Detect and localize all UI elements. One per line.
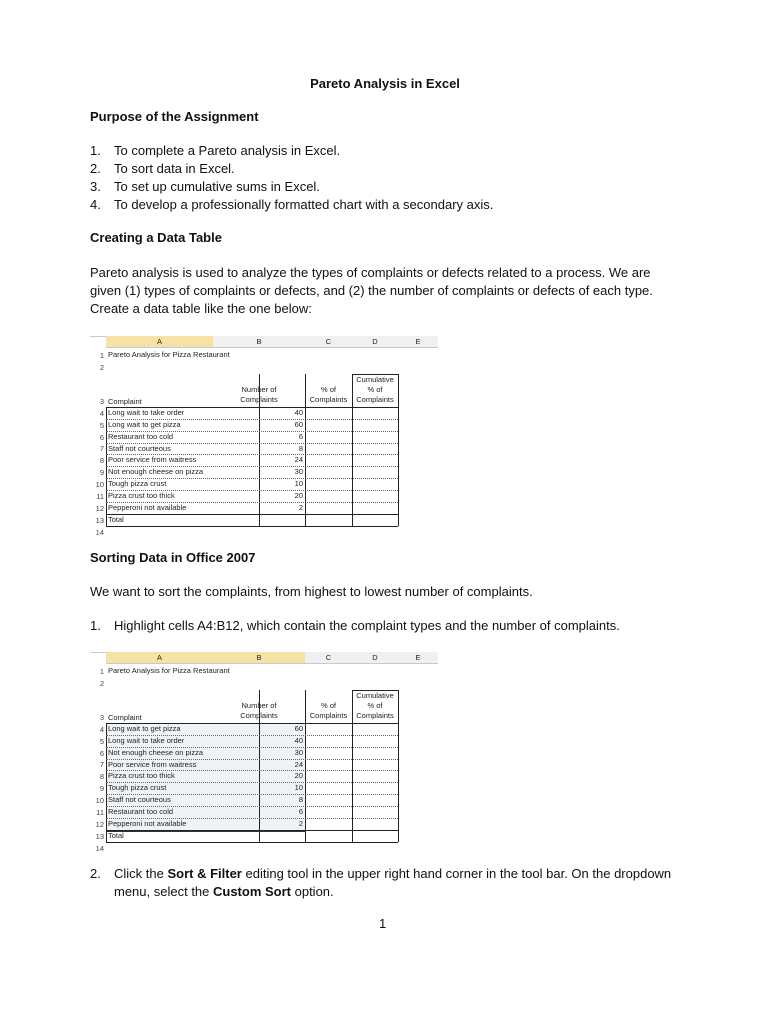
total-label-cell[interactable]: Total <box>108 514 124 524</box>
row-header[interactable]: 11 <box>96 492 104 501</box>
grid-line <box>106 759 398 760</box>
grid-line <box>106 723 398 724</box>
complaint-count-cell[interactable]: 24 <box>294 455 303 465</box>
row-header[interactable]: 8 <box>99 456 104 466</box>
purpose-heading: Purpose of the Assignment <box>90 109 259 124</box>
total-label-cell[interactable]: Total <box>108 830 124 840</box>
row-header[interactable]: 11 <box>96 808 104 817</box>
complaint-label-cell[interactable]: Pepperoni not available <box>108 503 187 512</box>
complaint-count-cell[interactable]: 2 <box>298 819 303 828</box>
complaint-count-cell[interactable]: 10 <box>294 479 303 489</box>
row-header[interactable]: 5 <box>99 420 104 430</box>
grid-line <box>398 407 399 526</box>
complaint-label-cell[interactable]: Tough pizza crust <box>108 783 167 793</box>
header-percent-complaints[interactable]: % of Complaints <box>309 700 348 720</box>
list-item: 4. To develop a professionally formatted chart with a secondary axis. <box>90 197 494 212</box>
complaint-label-cell[interactable]: Long wait to take order <box>108 407 185 417</box>
complaint-count-cell[interactable]: 30 <box>294 747 303 757</box>
row-header[interactable]: 7 <box>99 444 104 454</box>
row-header[interactable]: 5 <box>99 736 104 746</box>
column-header[interactable]: C <box>305 336 352 348</box>
complaint-label-cell[interactable]: Tough pizza crust <box>108 479 167 489</box>
grid-line <box>106 818 398 819</box>
complaint-count-cell[interactable]: 60 <box>294 723 303 733</box>
grid-line <box>259 690 260 723</box>
complaint-label-cell[interactable]: Pepperoni not available <box>108 819 187 828</box>
complaint-label-cell[interactable]: Not enough cheese on pizza <box>108 747 204 757</box>
spreadsheet-original <box>90 336 421 537</box>
grid-line <box>352 374 398 375</box>
grid-line <box>106 806 398 807</box>
grid-line <box>352 690 398 691</box>
complaint-count-cell[interactable]: 6 <box>298 431 303 441</box>
row-header[interactable]: 1 <box>99 666 104 676</box>
complaint-label-cell[interactable]: Pizza crust too thick <box>108 771 175 781</box>
creating-paragraph: Pareto analysis is used to analyze the types of complaints or defects related to a process. We are given (1) types of complaints or defects, and (2) the number of complaints or defects of each type. Create a data table like the one below: <box>90 265 653 316</box>
row-header[interactable]: 4 <box>99 408 104 418</box>
grid-line <box>106 466 398 467</box>
complaint-label-cell[interactable]: Long wait to get pizza <box>108 419 181 429</box>
step-2: 2. Click the Sort & Filter editing tool in the upper right hand corner in the tool bar. On the dropdown menu, select the Custom Sort option. <box>90 866 672 899</box>
complaint-count-cell[interactable]: 6 <box>298 807 303 817</box>
complaint-count-cell[interactable]: 24 <box>294 759 303 769</box>
complaint-label-cell[interactable]: Long wait to get pizza <box>108 723 181 733</box>
row-header[interactable]: 10 <box>95 796 104 806</box>
complaint-label-cell[interactable]: Restaurant too cold <box>108 431 174 441</box>
column-header[interactable]: E <box>398 336 438 348</box>
grid-line <box>106 419 398 420</box>
row-header[interactable]: 1 <box>99 350 104 360</box>
sorting-heading: Sorting Data in Office 2007 <box>90 550 256 565</box>
sheet-title-cell[interactable]: Pareto Analysis for Pizza Restaurant <box>108 666 230 675</box>
complaint-count-cell[interactable]: 10 <box>294 783 303 793</box>
grid-line <box>106 490 398 491</box>
grid-line <box>106 514 398 515</box>
row-header[interactable]: 13 <box>95 515 104 525</box>
complaint-label-cell[interactable]: Restaurant too cold <box>108 807 174 817</box>
complaint-label-cell[interactable]: Pizza crust too thick <box>108 491 175 501</box>
step-1: 1. Highlight cells A4:B12, which contain the complaint types and the number of complaints. <box>90 618 620 633</box>
grid-line <box>398 374 399 407</box>
row-header[interactable]: 2 <box>99 678 104 688</box>
column-header[interactable]: B <box>213 336 305 348</box>
complaint-count-cell[interactable]: 20 <box>294 491 303 501</box>
row-header[interactable]: 10 <box>95 480 104 490</box>
complaint-count-cell[interactable]: 20 <box>294 771 303 781</box>
purpose-list <box>90 142 493 214</box>
row-header[interactable]: 4 <box>99 724 104 734</box>
complaint-label-cell[interactable]: Staff not courteous <box>108 443 171 453</box>
header-complaint[interactable]: Complaint <box>108 712 142 722</box>
grid-line <box>106 407 398 408</box>
column-header[interactable]: A <box>106 336 213 348</box>
page-title: Pareto Analysis in Excel <box>310 76 460 91</box>
header-number-of-complaints[interactable]: Number of Complaints <box>240 384 278 404</box>
row-header[interactable]: 14 <box>95 527 104 537</box>
complaint-count-cell[interactable]: 60 <box>294 419 303 429</box>
row-header[interactable]: 14 <box>95 843 104 853</box>
column-header[interactable]: B <box>213 652 305 664</box>
header-cumulative-percent[interactable]: Cumulative % of Complaints <box>356 690 394 720</box>
row-header[interactable]: 13 <box>95 831 104 841</box>
row-header[interactable]: 3 <box>99 396 104 406</box>
grid-line <box>106 431 398 432</box>
grid-line <box>106 443 398 444</box>
complaint-count-cell[interactable]: 30 <box>294 467 303 477</box>
grid-line <box>305 374 306 407</box>
row-header[interactable]: 12 <box>95 819 104 829</box>
header-number-of-complaints[interactable]: Number of Complaints <box>240 700 278 720</box>
grid-line <box>106 770 398 771</box>
grid-line <box>352 690 353 723</box>
grid-line <box>106 478 398 479</box>
spreadsheet-sorted <box>90 652 421 853</box>
grid-line <box>259 374 260 407</box>
complaint-label-cell[interactable]: Not enough cheese on pizza <box>108 467 204 477</box>
list-item: 1. To complete a Pareto analysis in Excel. <box>90 143 341 158</box>
complaint-label-cell[interactable]: Poor service from waitress <box>108 759 197 769</box>
sheet-title-cell[interactable]: Pareto Analysis for Pizza Restaurant <box>108 350 230 359</box>
row-header[interactable]: 2 <box>99 362 104 372</box>
header-percent-complaints[interactable]: % of Complaints <box>309 384 348 404</box>
grid-line <box>398 723 399 842</box>
grid-line <box>106 502 398 503</box>
row-header[interactable]: 6 <box>99 432 104 442</box>
header-cumulative-percent[interactable]: Cumulative % of Complaints <box>356 374 394 404</box>
grid-line <box>106 830 398 831</box>
complaint-count-cell[interactable]: 8 <box>298 795 303 805</box>
grid-line <box>305 690 306 723</box>
row-header[interactable]: 3 <box>99 712 104 722</box>
grid-line <box>106 747 398 748</box>
row-header[interactable]: 8 <box>99 772 104 782</box>
column-header[interactable]: C <box>305 652 352 664</box>
grid-line <box>398 690 399 723</box>
complaint-count-cell[interactable]: 8 <box>298 443 303 453</box>
complaint-label-cell[interactable]: Long wait to take order <box>108 735 185 745</box>
column-header[interactable]: D <box>352 336 398 348</box>
list-item: 3. To set up cumulative sums in Excel. <box>90 179 320 194</box>
grid-line <box>106 794 398 795</box>
row-header[interactable]: 7 <box>99 760 104 770</box>
row-header[interactable]: 9 <box>99 468 104 478</box>
page-number: 1 <box>379 916 387 931</box>
grid-line <box>106 782 398 783</box>
creating-heading: Creating a Data Table <box>90 230 222 245</box>
header-complaint[interactable]: Complaint <box>108 396 142 406</box>
column-header[interactable]: D <box>352 652 398 664</box>
column-header[interactable]: A <box>106 652 213 664</box>
row-header[interactable]: 12 <box>95 503 104 513</box>
complaint-count-cell[interactable]: 2 <box>298 503 303 512</box>
row-header[interactable]: 9 <box>99 784 104 794</box>
list-item: 2. To sort data in Excel. <box>90 161 235 176</box>
column-header[interactable]: E <box>398 652 438 664</box>
row-header[interactable]: 6 <box>99 748 104 758</box>
sorting-paragraph: We want to sort the complaints, from highest to lowest number of complaints. <box>90 584 533 599</box>
grid-line <box>352 374 353 407</box>
grid-line <box>106 842 398 843</box>
complaint-label-cell[interactable]: Poor service from waitress <box>108 455 197 465</box>
complaint-count-cell[interactable]: 40 <box>294 735 303 745</box>
complaint-count-cell[interactable]: 40 <box>294 407 303 417</box>
grid-line <box>106 735 398 736</box>
grid-line <box>106 526 398 527</box>
grid-line <box>106 454 398 455</box>
complaint-label-cell[interactable]: Staff not courteous <box>108 795 171 805</box>
